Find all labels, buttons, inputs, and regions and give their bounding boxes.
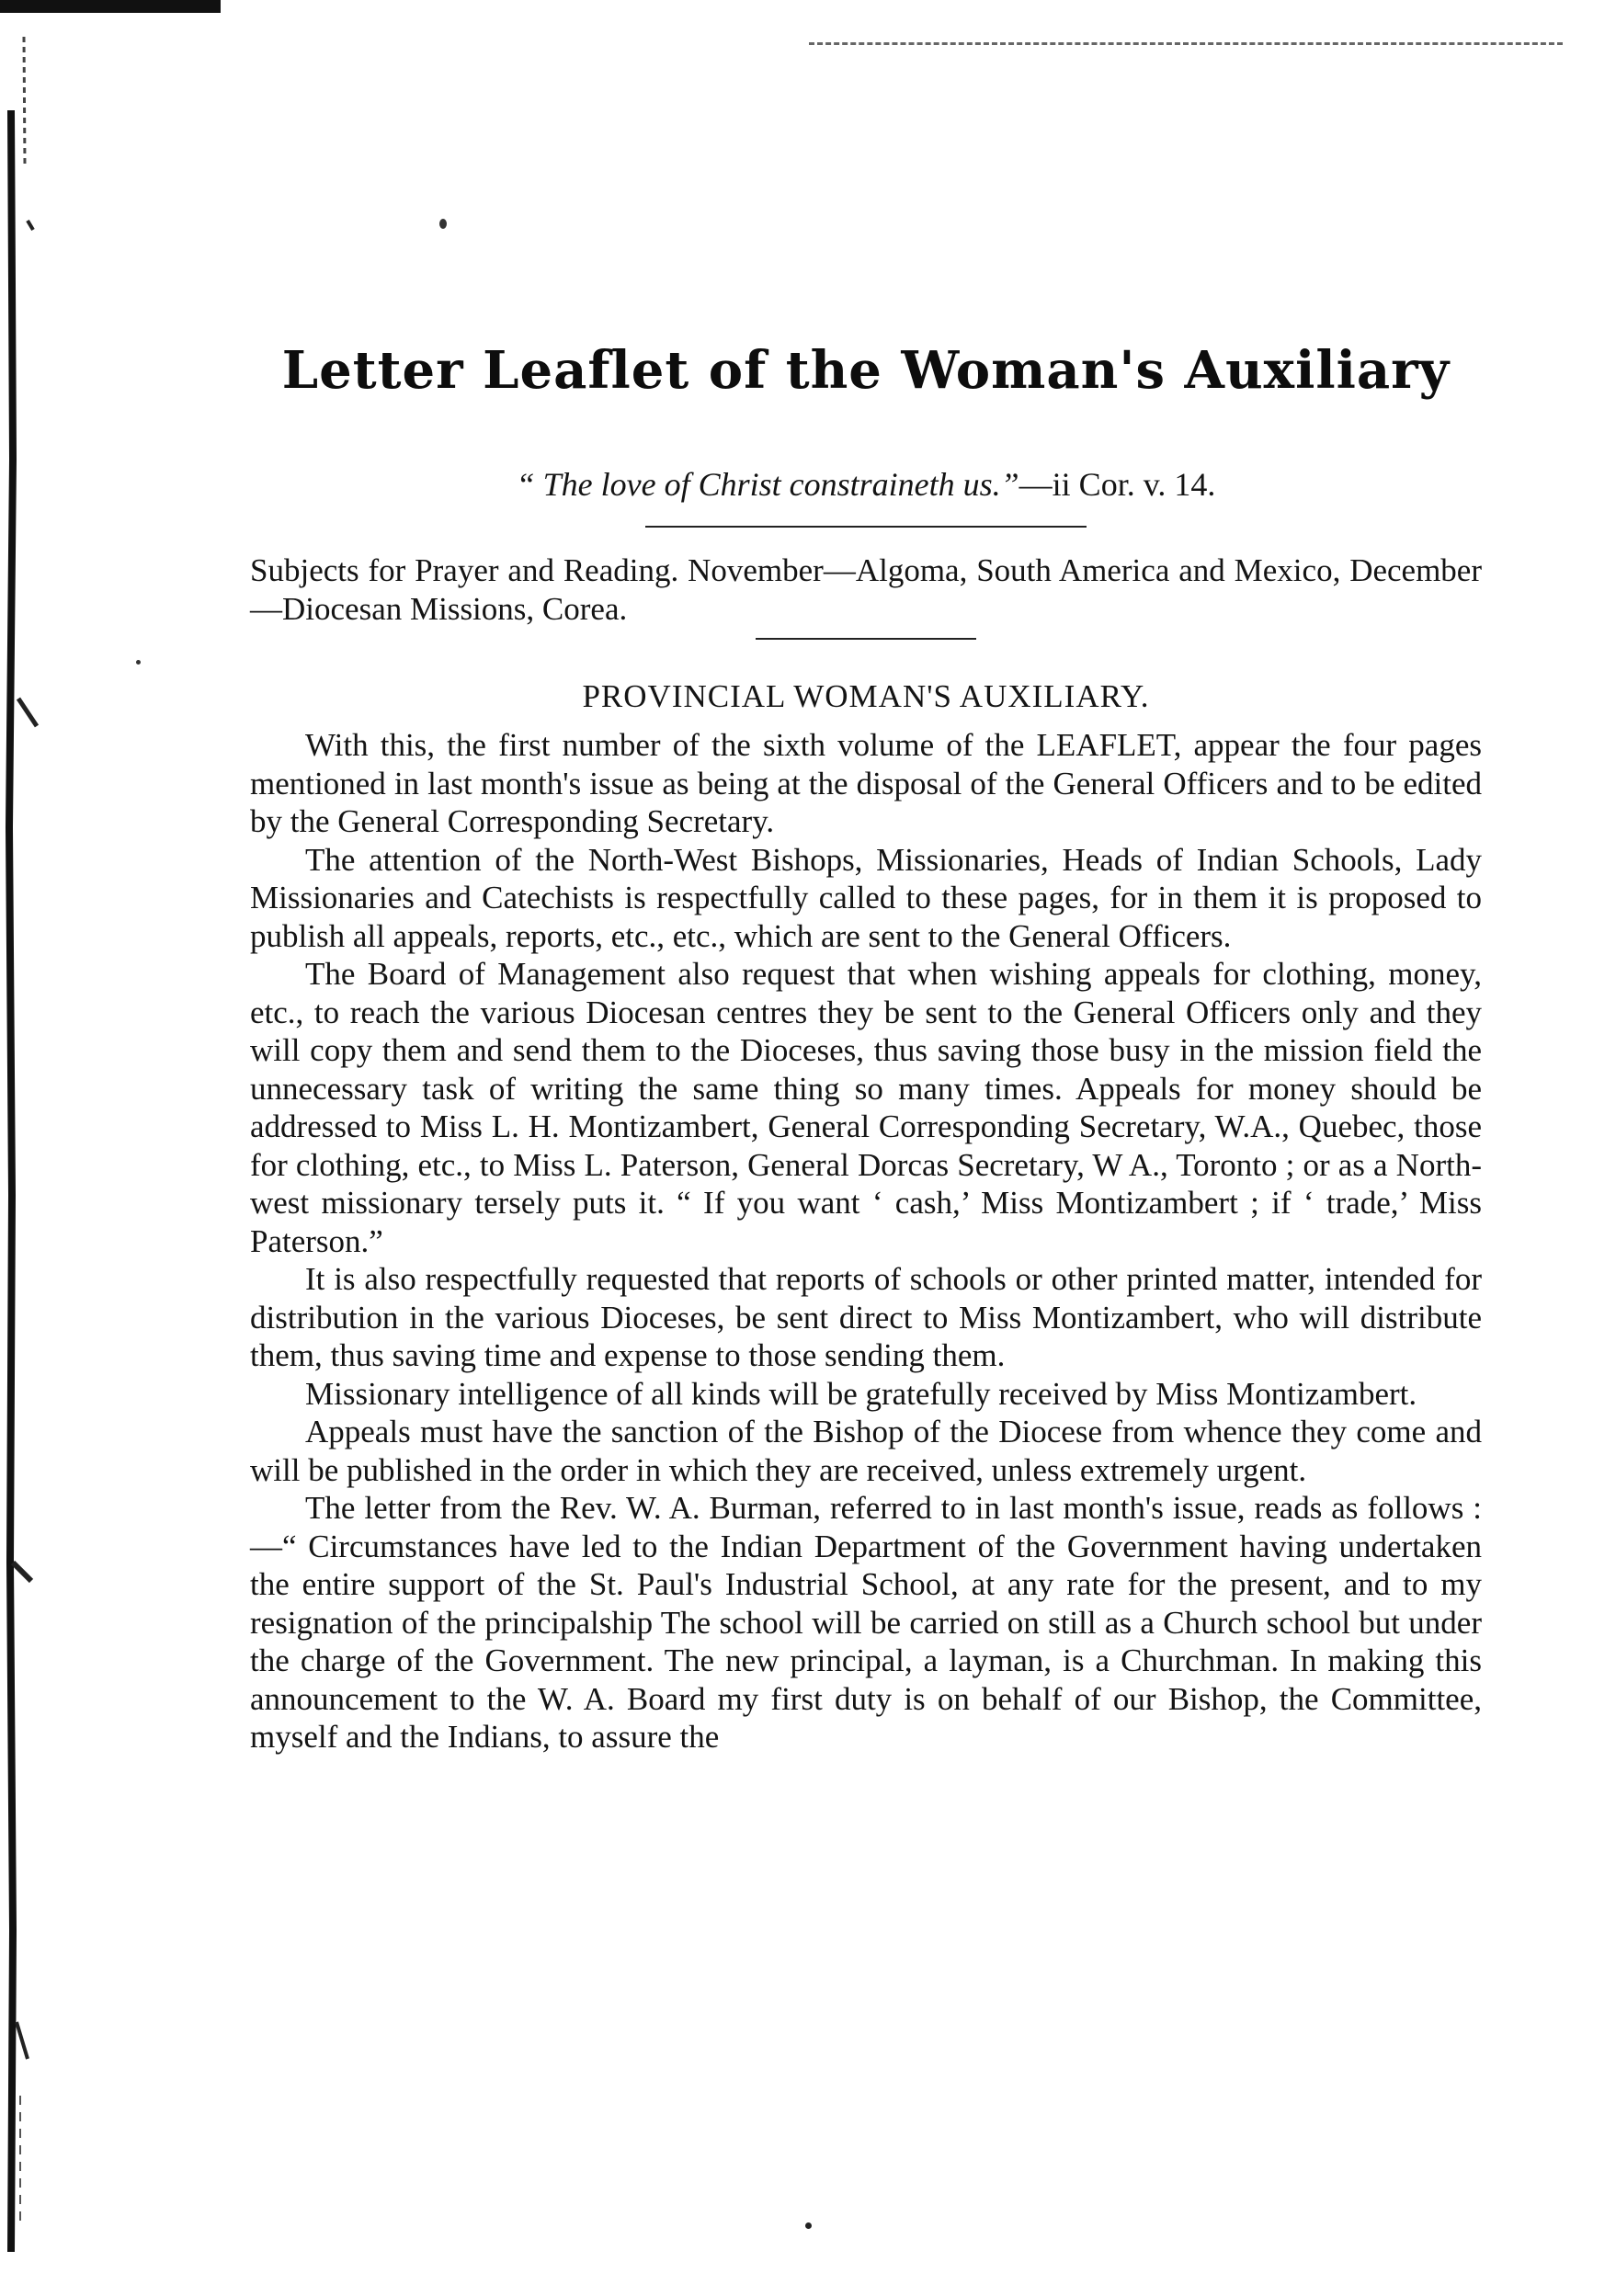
title-divider [645, 526, 1087, 528]
paragraph: The attention of the North-West Bishops, Missionaries, Heads of Indian Schools, Lady Missionaries and Catechists is respectfully called to these pages, for in them it is proposed to publish all appeals, reports, etc., etc., which are sent to the General Officers. [250, 841, 1482, 954]
page-binding-edge [0, 0, 64, 2296]
ink-speck [136, 660, 141, 665]
section-heading: PROVINCIAL WOMAN'S AUXILIARY. [582, 678, 1150, 714]
paragraph: It is also respectfully requested that reports of schools or other printed matter, intended for distribution in the various Dioceses, be sent direct to Miss Montizambert, who will distribute them, thus saving time and expense to those sending them. [250, 1261, 1482, 1373]
paragraph: The letter from the Rev. W. A. Burman, referred to in last month's issue, reads as follows :—“ Circumstances have led to the Indian Department of the Government having undertaken the entire support of the St. Paul's Industrial School, at any rate for the present, and to my resignation of the principalship The school will be carried on still as a Church school but under the charge of the Government. The new principal, a layman, is a Churchman. In making this announcement to the W. A. Board my first duty is on behalf of our Bishop, the Committee, myself and the Indians, to assure the [250, 1490, 1482, 1755]
paragraph: Appeals must have the sanction of the Bishop of the Diocese from whence they come and will be published in the order in which they are received, unless extremely urgent. [250, 1414, 1482, 1488]
page-dot [805, 2222, 812, 2229]
scan-top-dash [809, 42, 1563, 45]
leaflet-title: Letter Leaflet of the Woman's Auxiliary [281, 340, 1451, 401]
paragraph: The Board of Management also request that when wishing appeals for clothing, money, etc., to reach the various Diocesan centres they be sent to the General Officers only and they will copy them and send them to the Dioceses, thus saving those busy in the mission field the unnecessary task of writing the same thing so many times. Appeals for money should be addressed to Miss L. H. Montizambert, General Corresponding Secretary, W.A., Quebec, those for clothing, etc., to Miss L. Paterson, General Dorcas Secretary, W A., Toronto ; or as a North-west missionary tersely puts it. “ If you want ‘ cash,’ Miss Montizambert ; if ‘ trade,’ Miss Paterson.” [250, 956, 1482, 1259]
motto-reference: —ii Cor. v. 14. [1019, 466, 1216, 503]
prayer-subjects [250, 551, 1482, 629]
section-divider [756, 638, 976, 640]
motto-quote: “ The love of Christ constraineth us.” [516, 466, 1019, 503]
ink-speck [439, 219, 447, 229]
paragraph: With this, the first number of the sixth volume of the LEAFLET, appear the four pages mentioned in last month's issue as being at the disposal of the General Officers and to be edited by the General Corresponding Secretary. [250, 727, 1482, 839]
article-body [250, 726, 1482, 1756]
prayer-subjects-text: Subjects for Prayer and Reading. November—Algoma, South America and Mexico, December—Diocesan Missions, Corea. [250, 552, 1482, 627]
paragraph: Missionary intelligence of all kinds will be gratefully received by Miss Montizambert. [305, 1375, 1417, 1412]
motto-line [250, 465, 1482, 504]
